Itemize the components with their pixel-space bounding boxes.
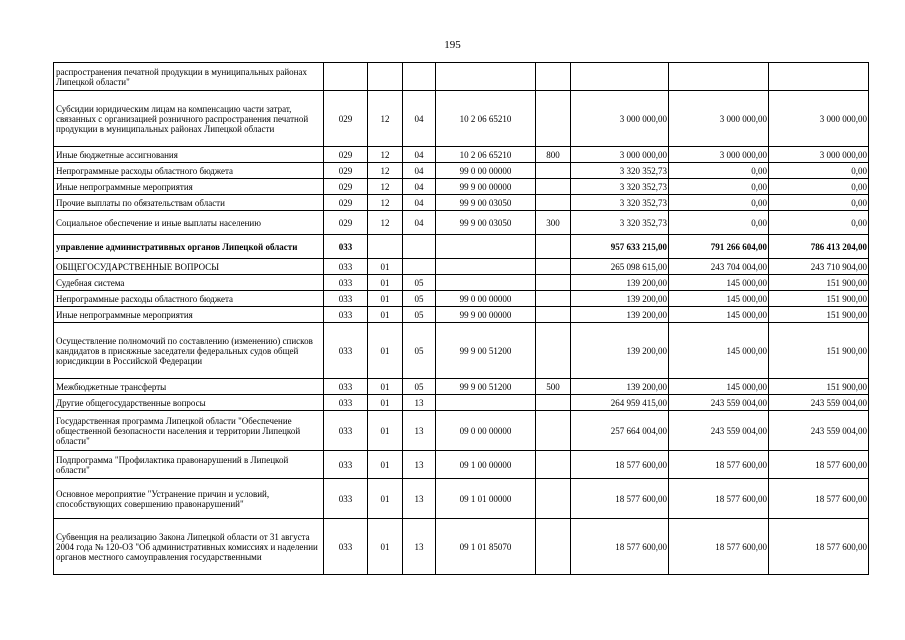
row-vr bbox=[536, 451, 571, 479]
row-csr: 10 2 06 65210 bbox=[436, 147, 536, 163]
row-gr: 033 bbox=[324, 395, 368, 411]
row-name: Государственная программа Липецкой области "Обеспечение общественной безопасности населения и территории Липецкой области" bbox=[54, 411, 324, 451]
row-csr: 09 1 01 85070 bbox=[436, 519, 536, 575]
row-name: Основное мероприятие "Устранение причин и условий, способствующих совершению правонарушений" bbox=[54, 479, 324, 519]
row-vr bbox=[536, 179, 571, 195]
row-amount-year3: 243 710 904,00 bbox=[769, 259, 869, 275]
row-amount-year3: 0,00 bbox=[769, 163, 869, 179]
row-amount-year2 bbox=[669, 63, 769, 91]
row-amount-year1: 265 098 615,00 bbox=[571, 259, 669, 275]
row-csr: 09 1 00 00000 bbox=[436, 451, 536, 479]
row-name: Субвенция на реализацию Закона Липецкой области от 31 августа 2004 года № 120-ОЗ "Об административных комиссиях и наделении органов местного самоуправления государственными bbox=[54, 519, 324, 575]
row-amount-year1: 3 000 000,00 bbox=[571, 91, 669, 147]
row-csr: 99 0 00 00000 bbox=[436, 163, 536, 179]
row-name: управление административных органов Липецкой области bbox=[54, 235, 324, 259]
table-row bbox=[54, 307, 869, 323]
row-amount-year2: 243 559 004,00 bbox=[669, 395, 769, 411]
row-name: Осуществление полномочий по составлению (изменению) списков кандидатов в присяжные заседатели федеральных судов общей юрисдикции в Российской Федерации bbox=[54, 323, 324, 379]
row-amount-year2: 3 000 000,00 bbox=[669, 147, 769, 163]
row-amount-year3: 3 000 000,00 bbox=[769, 91, 869, 147]
row-csr: 99 0 00 00000 bbox=[436, 291, 536, 307]
row-pr: 04 bbox=[403, 147, 436, 163]
row-vr bbox=[536, 307, 571, 323]
row-csr bbox=[436, 63, 536, 91]
page-number: 195 bbox=[444, 39, 461, 51]
row-name: ОБЩЕГОСУДАРСТВЕННЫЕ ВОПРОСЫ bbox=[54, 259, 324, 275]
row-pr: 13 bbox=[403, 519, 436, 575]
row-amount-year2: 0,00 bbox=[669, 179, 769, 195]
row-gr: 033 bbox=[324, 519, 368, 575]
row-rz: 12 bbox=[368, 179, 403, 195]
table-row bbox=[54, 323, 869, 379]
row-amount-year2: 145 000,00 bbox=[669, 275, 769, 291]
row-pr: 13 bbox=[403, 479, 436, 519]
row-csr: 99 9 00 51200 bbox=[436, 379, 536, 395]
row-name: Непрограммные расходы областного бюджета bbox=[54, 163, 324, 179]
row-amount-year1: 139 200,00 bbox=[571, 291, 669, 307]
row-rz: 01 bbox=[368, 275, 403, 291]
row-amount-year1: 264 959 415,00 bbox=[571, 395, 669, 411]
row-pr: 05 bbox=[403, 291, 436, 307]
row-amount-year1: 139 200,00 bbox=[571, 323, 669, 379]
row-pr: 13 bbox=[403, 395, 436, 411]
row-amount-year2: 243 559 004,00 bbox=[669, 411, 769, 451]
table-row bbox=[54, 63, 869, 91]
row-amount-year2: 145 000,00 bbox=[669, 291, 769, 307]
row-vr bbox=[536, 291, 571, 307]
row-vr bbox=[536, 323, 571, 379]
row-amount-year3: 18 577 600,00 bbox=[769, 519, 869, 575]
row-gr: 029 bbox=[324, 211, 368, 235]
row-vr bbox=[536, 235, 571, 259]
row-amount-year1: 139 200,00 bbox=[571, 307, 669, 323]
row-csr: 10 2 06 65210 bbox=[436, 91, 536, 147]
row-amount-year3: 151 900,00 bbox=[769, 307, 869, 323]
row-gr: 033 bbox=[324, 307, 368, 323]
table-row bbox=[54, 91, 869, 147]
row-amount-year1: 3 000 000,00 bbox=[571, 147, 669, 163]
table-row bbox=[54, 211, 869, 235]
row-vr bbox=[536, 395, 571, 411]
row-amount-year2: 791 266 604,00 bbox=[669, 235, 769, 259]
row-csr bbox=[436, 275, 536, 291]
row-name: Иные непрограммные мероприятия bbox=[54, 179, 324, 195]
row-amount-year3: 3 000 000,00 bbox=[769, 147, 869, 163]
row-rz: 12 bbox=[368, 195, 403, 211]
row-amount-year3 bbox=[769, 63, 869, 91]
table-row bbox=[54, 163, 869, 179]
table-row bbox=[54, 519, 869, 575]
row-amount-year2: 243 704 004,00 bbox=[669, 259, 769, 275]
row-csr: 09 0 00 00000 bbox=[436, 411, 536, 451]
table-row bbox=[54, 411, 869, 451]
row-amount-year1: 139 200,00 bbox=[571, 379, 669, 395]
row-rz: 01 bbox=[368, 451, 403, 479]
row-gr: 029 bbox=[324, 179, 368, 195]
row-pr: 04 bbox=[403, 179, 436, 195]
table-row bbox=[54, 291, 869, 307]
row-vr bbox=[536, 479, 571, 519]
row-gr: 033 bbox=[324, 259, 368, 275]
row-amount-year2: 18 577 600,00 bbox=[669, 519, 769, 575]
row-vr bbox=[536, 519, 571, 575]
row-rz: 01 bbox=[368, 395, 403, 411]
row-gr: 029 bbox=[324, 163, 368, 179]
row-amount-year2: 145 000,00 bbox=[669, 323, 769, 379]
row-csr bbox=[436, 395, 536, 411]
row-amount-year1: 18 577 600,00 bbox=[571, 479, 669, 519]
row-rz: 01 bbox=[368, 291, 403, 307]
row-rz: 12 bbox=[368, 211, 403, 235]
row-amount-year3: 18 577 600,00 bbox=[769, 479, 869, 519]
row-rz bbox=[368, 63, 403, 91]
row-pr: 04 bbox=[403, 195, 436, 211]
row-amount-year3: 151 900,00 bbox=[769, 275, 869, 291]
row-name: Межбюджетные трансферты bbox=[54, 379, 324, 395]
row-amount-year2: 145 000,00 bbox=[669, 307, 769, 323]
table-row bbox=[54, 451, 869, 479]
row-name: Прочие выплаты по обязательствам области bbox=[54, 195, 324, 211]
row-amount-year3: 0,00 bbox=[769, 179, 869, 195]
row-amount-year3: 151 900,00 bbox=[769, 323, 869, 379]
row-pr: 04 bbox=[403, 91, 436, 147]
row-amount-year3: 243 559 004,00 bbox=[769, 395, 869, 411]
row-csr: 99 9 00 51200 bbox=[436, 323, 536, 379]
row-vr bbox=[536, 275, 571, 291]
row-name: Непрограммные расходы областного бюджета bbox=[54, 291, 324, 307]
table-row bbox=[54, 235, 869, 259]
table-row bbox=[54, 379, 869, 395]
row-vr bbox=[536, 163, 571, 179]
row-csr: 09 1 01 00000 bbox=[436, 479, 536, 519]
table-row bbox=[54, 275, 869, 291]
row-rz: 01 bbox=[368, 519, 403, 575]
row-amount-year2: 0,00 bbox=[669, 163, 769, 179]
row-pr: 04 bbox=[403, 211, 436, 235]
row-amount-year3: 151 900,00 bbox=[769, 291, 869, 307]
row-pr bbox=[403, 63, 436, 91]
row-rz: 12 bbox=[368, 163, 403, 179]
row-gr: 033 bbox=[324, 411, 368, 451]
row-vr bbox=[536, 259, 571, 275]
row-rz: 01 bbox=[368, 411, 403, 451]
row-amount-year1: 957 633 215,00 bbox=[571, 235, 669, 259]
row-vr: 500 bbox=[536, 379, 571, 395]
row-amount-year2: 18 577 600,00 bbox=[669, 451, 769, 479]
row-gr: 029 bbox=[324, 147, 368, 163]
row-amount-year3: 0,00 bbox=[769, 211, 869, 235]
row-amount-year3: 243 559 004,00 bbox=[769, 411, 869, 451]
table-row bbox=[54, 195, 869, 211]
row-amount-year1: 3 320 352,73 bbox=[571, 211, 669, 235]
row-gr: 033 bbox=[324, 451, 368, 479]
row-amount-year1: 3 320 352,73 bbox=[571, 163, 669, 179]
row-pr: 13 bbox=[403, 451, 436, 479]
row-name: Судебная система bbox=[54, 275, 324, 291]
budget-table bbox=[53, 62, 869, 575]
row-amount-year1: 3 320 352,73 bbox=[571, 195, 669, 211]
row-name: Иные бюджетные ассигнования bbox=[54, 147, 324, 163]
row-amount-year2: 0,00 bbox=[669, 195, 769, 211]
row-gr bbox=[324, 63, 368, 91]
row-gr: 033 bbox=[324, 323, 368, 379]
table-row bbox=[54, 479, 869, 519]
row-rz: 01 bbox=[368, 379, 403, 395]
row-amount-year2: 3 000 000,00 bbox=[669, 91, 769, 147]
table-row bbox=[54, 147, 869, 163]
row-name: Субсидии юридическим лицам на компенсацию части затрат, связанных с организацией розничного распространения печатной продукции в муниципальных районах Липецкой области bbox=[54, 91, 324, 147]
row-rz: 12 bbox=[368, 91, 403, 147]
row-amount-year2: 145 000,00 bbox=[669, 379, 769, 395]
row-rz bbox=[368, 235, 403, 259]
row-vr bbox=[536, 91, 571, 147]
row-amount-year1: 3 320 352,73 bbox=[571, 179, 669, 195]
row-vr bbox=[536, 195, 571, 211]
row-rz: 01 bbox=[368, 259, 403, 275]
row-amount-year2: 18 577 600,00 bbox=[669, 479, 769, 519]
table-row bbox=[54, 395, 869, 411]
row-pr: 04 bbox=[403, 163, 436, 179]
row-amount-year3: 786 413 204,00 bbox=[769, 235, 869, 259]
row-name: Иные непрограммные мероприятия bbox=[54, 307, 324, 323]
row-csr: 99 9 00 03050 bbox=[436, 195, 536, 211]
row-csr bbox=[436, 259, 536, 275]
row-name: Другие общегосударственные вопросы bbox=[54, 395, 324, 411]
row-amount-year2: 0,00 bbox=[669, 211, 769, 235]
row-pr: 05 bbox=[403, 379, 436, 395]
row-amount-year3: 0,00 bbox=[769, 195, 869, 211]
row-amount-year1 bbox=[571, 63, 669, 91]
row-pr bbox=[403, 235, 436, 259]
row-gr: 033 bbox=[324, 379, 368, 395]
row-name: Социальное обеспечение и иные выплаты населению bbox=[54, 211, 324, 235]
table-row bbox=[54, 259, 869, 275]
row-pr: 05 bbox=[403, 323, 436, 379]
row-vr: 800 bbox=[536, 147, 571, 163]
row-gr: 029 bbox=[324, 195, 368, 211]
row-csr: 99 9 00 00000 bbox=[436, 179, 536, 195]
row-gr: 033 bbox=[324, 291, 368, 307]
row-rz: 01 bbox=[368, 479, 403, 519]
row-pr: 13 bbox=[403, 411, 436, 451]
row-csr: 99 9 00 03050 bbox=[436, 211, 536, 235]
row-csr: 99 9 00 00000 bbox=[436, 307, 536, 323]
row-amount-year1: 139 200,00 bbox=[571, 275, 669, 291]
row-rz: 01 bbox=[368, 323, 403, 379]
row-amount-year1: 18 577 600,00 bbox=[571, 451, 669, 479]
row-rz: 12 bbox=[368, 147, 403, 163]
row-name: распространения печатной продукции в муниципальных районах Липецкой области" bbox=[54, 63, 324, 91]
row-pr: 05 bbox=[403, 275, 436, 291]
row-gr: 033 bbox=[324, 235, 368, 259]
row-pr bbox=[403, 259, 436, 275]
row-rz: 01 bbox=[368, 307, 403, 323]
row-name: Подпрограмма "Профилактика правонарушений в Липецкой области" bbox=[54, 451, 324, 479]
row-gr: 029 bbox=[324, 91, 368, 147]
row-gr: 033 bbox=[324, 275, 368, 291]
row-amount-year1: 257 664 004,00 bbox=[571, 411, 669, 451]
row-vr bbox=[536, 411, 571, 451]
row-vr bbox=[536, 63, 571, 91]
row-pr: 05 bbox=[403, 307, 436, 323]
row-amount-year3: 18 577 600,00 bbox=[769, 451, 869, 479]
row-amount-year1: 18 577 600,00 bbox=[571, 519, 669, 575]
row-amount-year3: 151 900,00 bbox=[769, 379, 869, 395]
row-csr bbox=[436, 235, 536, 259]
table-row bbox=[54, 179, 869, 195]
row-vr: 300 bbox=[536, 211, 571, 235]
row-gr: 033 bbox=[324, 479, 368, 519]
